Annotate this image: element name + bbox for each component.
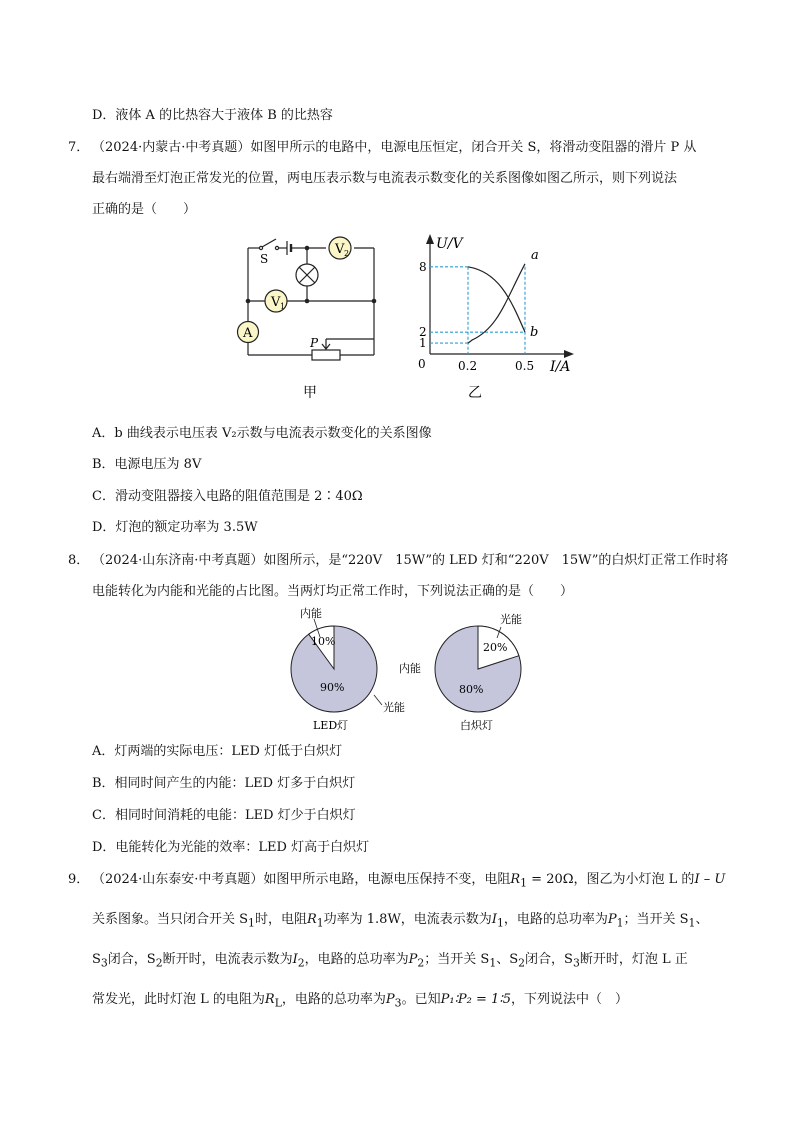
pie-led-title: LED灯 <box>313 719 349 732</box>
curve-b-label: b <box>530 325 539 341</box>
q7-option-b: B．电源电压为 8V <box>92 457 202 472</box>
origin-label: 0 <box>418 357 426 371</box>
q6-option-d: D．液体 A 的比热容大于液体 B 的比热容 <box>92 108 333 123</box>
x-tick-0.5: 0.5 <box>515 359 535 373</box>
circuit-diagram-jia <box>230 228 390 403</box>
pie-incandescent-heat-label: 内能 <box>399 662 421 675</box>
pie-led-light-label: 光能 <box>383 701 405 714</box>
x-axis-label: I/A <box>550 359 571 375</box>
q8-option-a: A．灯两端的实际电压：LED 灯低于白炽灯 <box>92 744 343 759</box>
q9-line4: 常发光，此时灯泡 L 的电阻为$R_L$，电路的总功率为$P_3$。已知P₁∶P₂ = 1∶5，下列说法中（ ） <box>92 992 628 1010</box>
v1-label: V <box>271 295 281 310</box>
q9-line1: （2024·山东泰安·中考真题）如图甲所示电路，电源电压保持不变，电阻$R_1 = 20\Omega$，图乙为小灯泡 L 的I – U <box>92 872 726 890</box>
q8-option-d: D．电能转化为光能的效率：LED 灯高于白炽灯 <box>92 840 370 855</box>
q8-stem-line2: 电能转化为内能和光能的占比图。当两灯均正常工作时，下列说法正确的是（ ） <box>92 584 574 599</box>
pie-led-heat-label: 内能 <box>300 607 322 620</box>
pie-incandescent-heat-pct: 80% <box>459 683 484 696</box>
q7-number: 7． <box>68 140 90 155</box>
slider-label: P <box>310 336 319 350</box>
q7-option-d: D．灯泡的额定功率为 3.5W <box>92 520 258 535</box>
switch-label: S <box>260 252 269 266</box>
v1-sub: 1 <box>280 302 286 311</box>
v2-label: V <box>335 242 345 257</box>
q9-line2: 关系图象。当只闭合开关 $S_1$时，电阻$R_1$功率为 1.8W，电流表示数为$I_1$，电路的总功率为$P_1$；当开关 $S_1$、 <box>92 912 709 930</box>
x-tick-0.2: 0.2 <box>458 359 478 373</box>
y-tick-1: 1 <box>419 336 427 351</box>
q7-stem-line3: 正确的是（ ） <box>92 202 197 217</box>
q8-option-b: B．相同时间产生的内能：LED 灯多于白炽灯 <box>92 776 356 791</box>
pie-incandescent-light-label: 光能 <box>500 613 522 626</box>
q8-number: 8． <box>68 553 90 568</box>
pie-incandescent-title: 白炽灯 <box>460 719 493 732</box>
q9-line3: $S_3$闭合，$S_2$断开时，电流表示数为$I_2$，电路的总功率为$P_2$；当开关 $S_1$、$S_2$闭合，$S_3$断开时，灯泡 L 正 <box>92 952 688 970</box>
y-tick-8: 8 <box>419 259 427 274</box>
pie-incandescent-light-pct: 20% <box>483 641 508 654</box>
figure-caption-jia: 甲 <box>303 385 317 401</box>
q7-option-a: A．b 曲线表示电压表 V₂示数与电流表示数变化的关系图像 <box>92 426 432 441</box>
curve-a <box>468 264 525 343</box>
curve-b <box>468 267 525 332</box>
q9-number: 9． <box>68 872 90 887</box>
y-tick-2: 2 <box>419 325 427 340</box>
q7-option-c: C．滑动变阻器接入电路的阻值范围是 2∶40Ω <box>92 489 363 504</box>
v2-sub: 2 <box>344 249 350 258</box>
q7-stem-line1: （2024·内蒙古·中考真题）如图甲所示的电路中，电源电压恒定，闭合开关 S，将滑动变阻器的滑片 P 从 <box>92 140 697 155</box>
q7-stem-line2: 最右端滑至灯泡正常发光的位置，两电压表示数与电流表示数变化的关系图像如图乙所示，则下列说法 <box>92 171 678 186</box>
figure-caption-yi: 乙 <box>468 385 482 401</box>
curve-a-label: a <box>531 247 539 263</box>
graph-yi <box>410 228 590 403</box>
pie-led-heat-pct: 10% <box>311 635 336 648</box>
q8-option-c: C．相同时间消耗的电能：LED 灯少于白炽灯 <box>92 808 356 823</box>
pie-led-light-pct: 90% <box>320 681 345 694</box>
ammeter-label: A <box>243 326 253 341</box>
pie-incandescent <box>395 605 535 733</box>
q8-stem-line1: （2024·山东济南·中考真题）如图所示，是“220V 15W”的 LED 灯和“220V 15W”的白炽灯正常工作时将 <box>92 553 729 568</box>
y-axis-label: U/V <box>436 236 463 252</box>
